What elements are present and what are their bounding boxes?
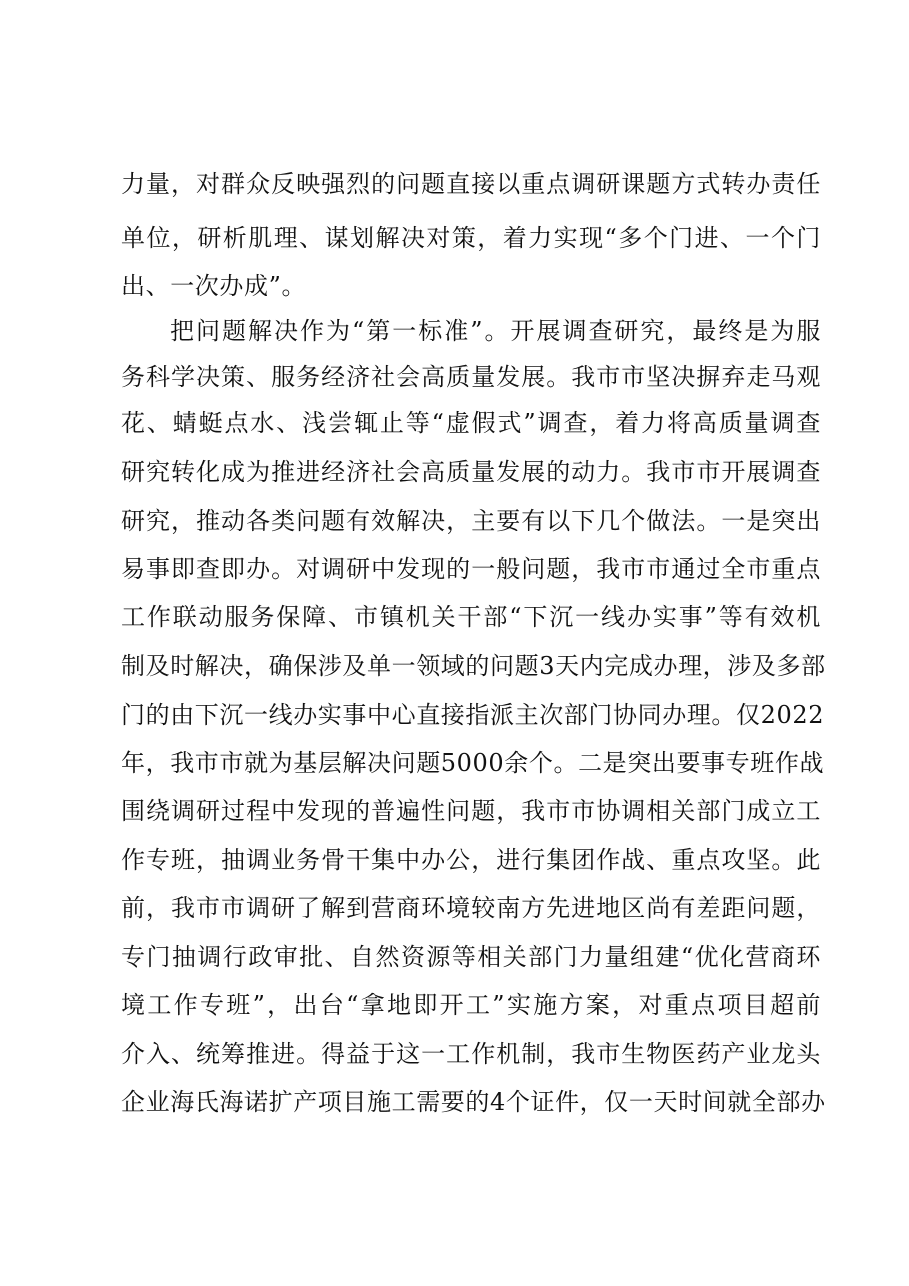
text-line-6: 花、蜻蜓点水、浅尝辄止等“虚假式”调查，着力将高质量调查 [121, 409, 821, 437]
text-line-7: 研究转化成为推进经济社会高质量发展的动力。我市市开展调查 [121, 458, 821, 486]
text-line-19: 介入、统筹推进。得益于这一工作机制，我市生物医药产业龙头 [121, 1040, 821, 1068]
text-line-3: 出、一次办成”。 [121, 272, 307, 300]
text-line-20: 企业海氏海诺扩产项目施工需要的4个证件，仅一天时间就全部办 [121, 1088, 826, 1116]
text-line-12: 门的由下沉一线办实事中心直接指派主次部门协同办理。仅2022 [121, 701, 825, 729]
text-line-13: 年，我市市就为基层解决问题5000余个。二是突出要事专班作战 [121, 749, 825, 777]
text-line-14: 围绕调研过程中发现的普遍性问题，我市市协调相关部门成立工 [121, 797, 821, 825]
text-line-17: 专门抽调行政审批、自然资源等相关部门力量组建“优化营商环 [121, 943, 821, 971]
text-line-2: 单位，研析肌理、谋划解决对策，着力实现“多个门进、一个门 [121, 224, 821, 252]
text-line-18: 境工作专班”，出台“拿地即开工”实施方案，对重点项目超前 [121, 991, 821, 1019]
text-line-4: 把问题解决作为“第一标准”。开展调查研究，最终是为服 [170, 317, 821, 345]
text-line-16: 前，我市市调研了解到营商环境较南方先进地区尚有差距问题， [121, 894, 821, 922]
text-line-15: 作专班，抽调业务骨干集中办公，进行集团作战、重点攻坚。此 [121, 846, 821, 874]
text-line-9: 易事即查即办。对调研中发现的一般问题，我市市通过全市重点 [121, 555, 821, 583]
text-line-1: 力量，对群众反映强烈的问题直接以重点调研课题方式转办责任 [121, 170, 821, 198]
text-line-5: 务科学决策、服务经济社会高质量发展。我市市坚决摒弃走马观 [121, 363, 821, 391]
text-line-11: 制及时解决，确保涉及单一领域的问题3天内完成办理，涉及多部 [121, 652, 826, 680]
text-line-10: 工作联动服务保障、市镇机关干部“下沉一线办实事”等有效机 [121, 603, 821, 631]
text-line-8: 研究，推动各类问题有效解决，主要有以下几个做法。一是突出 [121, 507, 821, 535]
